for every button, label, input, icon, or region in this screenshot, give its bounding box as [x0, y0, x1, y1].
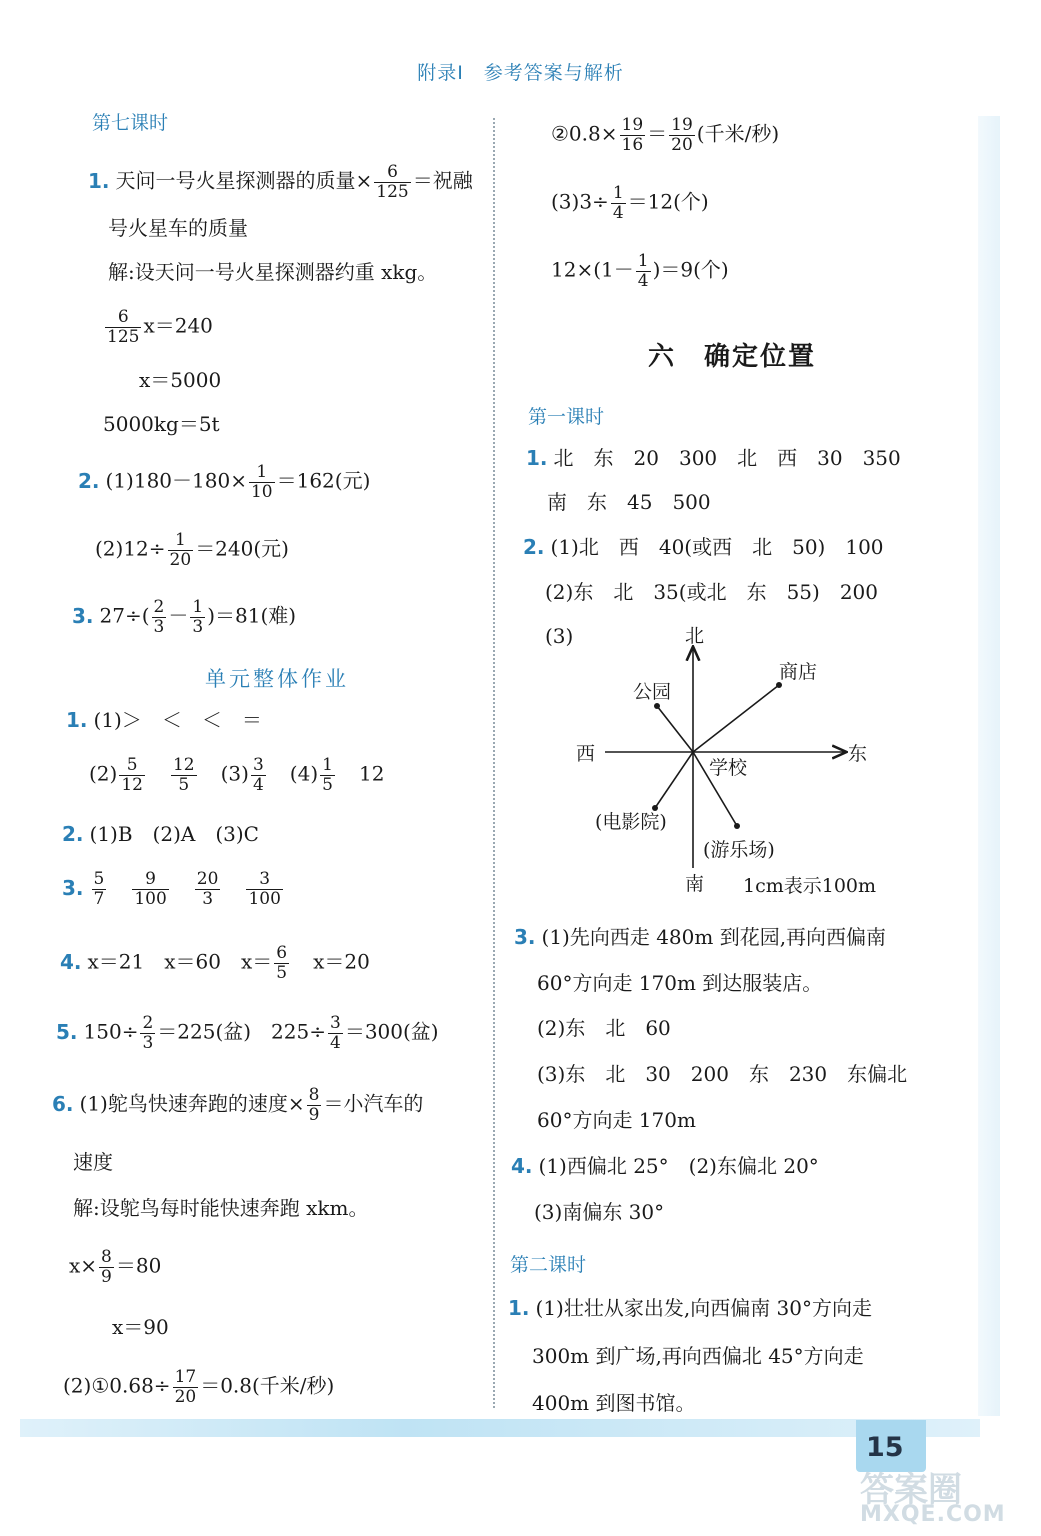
- answer-line: 号火星车的质量: [108, 216, 248, 240]
- playground-point: [734, 823, 740, 829]
- answer-text: ＝祝融: [412, 168, 473, 193]
- answer-text: ＝225(盆) 225÷: [157, 1019, 326, 1044]
- fraction: $\frac{5}{7}$: [93, 869, 105, 909]
- shop-label: 商店: [779, 661, 818, 683]
- answer-text: (4): [289, 761, 319, 786]
- park-point: [654, 703, 660, 709]
- answer-text: (千米/秒): [696, 121, 780, 146]
- park-line: [657, 706, 693, 752]
- answer-line: (3)南偏东 30°: [534, 1200, 665, 1224]
- west-label: 西: [576, 743, 596, 765]
- answer-text: (1)180－180×: [105, 468, 247, 493]
- fraction: $\frac{19}{16}$: [621, 115, 644, 155]
- answer-line: (2)东 北 60: [537, 1016, 671, 1040]
- question-number: 4.: [60, 949, 82, 974]
- answer-text: x＝20: [313, 949, 370, 974]
- answer-text: (1)北 西 40(或西 北 50) 100: [550, 535, 884, 559]
- fraction: $\frac{5}{12}$: [121, 755, 143, 795]
- question-number: 2.: [62, 822, 84, 846]
- answer-line: [78, 463, 370, 501]
- fraction: $\frac{8}{9}$: [308, 1085, 320, 1125]
- section-title-lesson2: 第二课时: [510, 1254, 587, 1276]
- answer-line: 60°方向走 170m: [537, 1108, 696, 1132]
- fraction: $\frac{1}{10}$: [250, 462, 273, 502]
- answer-line: 解:设鸵鸟每时能快速奔跑 xkm。: [73, 1196, 369, 1220]
- answer-text: (2): [89, 761, 118, 786]
- cinema-label: (电影院): [595, 811, 667, 833]
- shop-line: [693, 685, 779, 752]
- answer-text: (1)先向西走 480m 到花园,再向西偏南: [541, 925, 887, 949]
- chapter-title: 六 确定位置: [648, 342, 817, 372]
- fraction: $\frac{17}{20}$: [174, 1367, 197, 1407]
- fraction: $\frac{12}{5}$: [172, 755, 195, 795]
- answer-text: (3)3÷: [551, 189, 609, 214]
- question-number: 1.: [88, 168, 110, 193]
- watermark-text: 答案圈: [860, 1470, 962, 1510]
- answer-line: [95, 531, 289, 569]
- answer-text: 天问一号火星探测器的质量×: [115, 168, 373, 193]
- park-label: 公园: [633, 681, 672, 703]
- answer-line: [88, 163, 473, 201]
- answer-text: (1)＞ ＜ ＜ ＝: [93, 708, 262, 732]
- section-title-lesson1: 第一课时: [528, 406, 605, 428]
- fraction: $\frac{9}{100}$: [134, 869, 167, 909]
- question-number: 1.: [526, 446, 548, 470]
- fraction: $\frac{2}{3}$: [153, 597, 165, 637]
- answer-line: (3)东 北 30 200 东 230 东偏北: [537, 1062, 908, 1086]
- fraction: $\frac{6}{125}$: [376, 162, 409, 202]
- answer-line: (3): [545, 624, 574, 648]
- answer-text: 150÷: [83, 1019, 139, 1044]
- answer-line: [66, 710, 262, 730]
- answer-line: 解:设天问一号火星探测器约重 xkg。: [108, 260, 438, 284]
- equation-line: [69, 1248, 161, 1286]
- answer-text: 北 东 20 300 北 西 30 350: [553, 446, 901, 470]
- answer-line: 速度: [73, 1150, 113, 1174]
- answer-text: ＝80: [115, 1253, 162, 1278]
- fraction: $\frac{1}{5}$: [322, 755, 333, 795]
- answer-text: (2)①0.68÷: [63, 1373, 171, 1398]
- answer-text: )＝81(难): [207, 603, 297, 628]
- direction-diagram: [565, 620, 885, 904]
- answer-text: x＝240: [143, 313, 213, 338]
- equation-line: x＝90: [112, 1315, 169, 1339]
- answer-text: ＝0.8(千米/秒): [200, 1373, 335, 1398]
- answer-line: [514, 927, 886, 947]
- unit-homework-title: 单元整体作业: [205, 667, 349, 691]
- equation-line: [63, 1368, 334, 1406]
- answer-line: (2)东 北 35(或北 东 55) 200: [545, 580, 879, 604]
- question-number: 3.: [62, 875, 84, 900]
- page-number: 15: [866, 1432, 904, 1463]
- fraction: $\frac{3}{100}$: [248, 869, 281, 909]
- answer-line: [526, 448, 901, 468]
- answer-text: ＝240(元): [195, 536, 289, 561]
- question-number: 3.: [514, 925, 536, 949]
- answer-text: 12×(1－: [551, 257, 634, 282]
- answer-text: x×: [69, 1253, 98, 1278]
- answer-line: [508, 1298, 872, 1318]
- question-number: 1.: [66, 708, 88, 732]
- answer-text: ②0.8×: [551, 121, 618, 146]
- east-label: 东: [848, 743, 868, 765]
- fraction: $\frac{1}{4}$: [637, 251, 649, 291]
- question-number: 2.: [78, 468, 100, 493]
- answer-line: 400m 到图书馆。: [532, 1391, 696, 1415]
- answer-text: )＝9(个): [652, 257, 729, 282]
- answer-line: [511, 1156, 819, 1176]
- question-number: 6.: [52, 1091, 74, 1116]
- answer-text: ＝300(盆): [344, 1019, 439, 1044]
- answer-text: ＝小汽车的: [323, 1091, 424, 1116]
- answer-text: (2)12÷: [95, 536, 166, 561]
- answer-text: (1)西偏北 25° (2)东偏北 20°: [538, 1154, 819, 1178]
- answer-line: 300m 到广场,再向西偏北 45°方向走: [532, 1344, 864, 1368]
- cinema-line: [655, 752, 693, 808]
- page-edge-stripe: [978, 116, 1000, 1416]
- answer-text: (3): [220, 761, 249, 786]
- answer-text: ＝162(元): [276, 468, 371, 493]
- answer-text: 12: [358, 761, 385, 786]
- section-title-lesson7: 第七课时: [92, 112, 169, 134]
- answer-line: [523, 537, 884, 557]
- answer-line: 南 东 45 500: [547, 490, 711, 514]
- scale-label: 1cm表示100m: [743, 875, 877, 897]
- answer-line: 60°方向走 170m 到达服装店。: [537, 971, 823, 995]
- fraction: $\frac{6}{5}$: [276, 943, 288, 983]
- column-divider: [493, 118, 495, 1408]
- question-number: 5.: [56, 1019, 78, 1044]
- answer-text: x＝21 x＝60 x＝: [87, 949, 273, 974]
- answer-line: [551, 184, 709, 222]
- fraction: $\frac{3}{4}$: [330, 1013, 341, 1053]
- answer-text: (1)B (2)A (3)C: [89, 822, 259, 846]
- question-number: 1.: [508, 1296, 530, 1320]
- answer-line: [60, 944, 370, 982]
- equation-line: [103, 308, 213, 346]
- answer-line: [62, 824, 259, 844]
- answer-text: －: [168, 603, 189, 628]
- fraction: $\frac{1}{3}$: [192, 597, 204, 637]
- south-label: 南: [685, 873, 705, 895]
- answer-text: (1)鸵鸟快速奔跑的速度×: [79, 1091, 305, 1116]
- fraction: $\frac{3}{4}$: [252, 755, 264, 795]
- equation-line: x＝5000: [139, 368, 222, 392]
- answer-line: [56, 1014, 439, 1052]
- answer-text: ＝: [647, 121, 668, 146]
- question-number: 2.: [523, 535, 545, 559]
- watermark-logo: [860, 1462, 1030, 1532]
- question-number: 3.: [72, 603, 94, 628]
- fraction: $\frac{8}{9}$: [101, 1247, 112, 1287]
- playground-label: (游乐场): [703, 839, 775, 861]
- footer-band: [20, 1419, 980, 1437]
- fraction: $\frac{19}{20}$: [671, 115, 693, 155]
- fraction: $\frac{1}{20}$: [169, 530, 192, 570]
- fraction: $\frac{20}{3}$: [196, 869, 219, 909]
- equation-line: 5000kg＝5t: [103, 412, 220, 436]
- fraction: $\frac{2}{3}$: [142, 1013, 154, 1053]
- answer-line: [72, 598, 296, 636]
- answer-line: [551, 252, 729, 290]
- answer-line: [52, 1086, 423, 1124]
- school-label: 学校: [709, 757, 748, 779]
- answer-text: (1)壮壮从家出发,向西偏南 30°方向走: [535, 1296, 873, 1320]
- answer-line: [62, 870, 285, 908]
- answer-line: [551, 116, 779, 154]
- north-label: 北: [685, 625, 705, 647]
- answer-line: [89, 756, 384, 794]
- answer-text: ＝12(个): [627, 189, 709, 214]
- fraction: $\frac{1}{4}$: [612, 183, 624, 223]
- watermark-url: MXQE.COM: [860, 1502, 1006, 1527]
- fraction: $\frac{6}{125}$: [107, 307, 140, 347]
- page-header: 附录Ⅰ 参考答案与解析: [417, 62, 624, 84]
- answer-text: 27÷(: [99, 603, 150, 628]
- question-number: 4.: [511, 1154, 533, 1178]
